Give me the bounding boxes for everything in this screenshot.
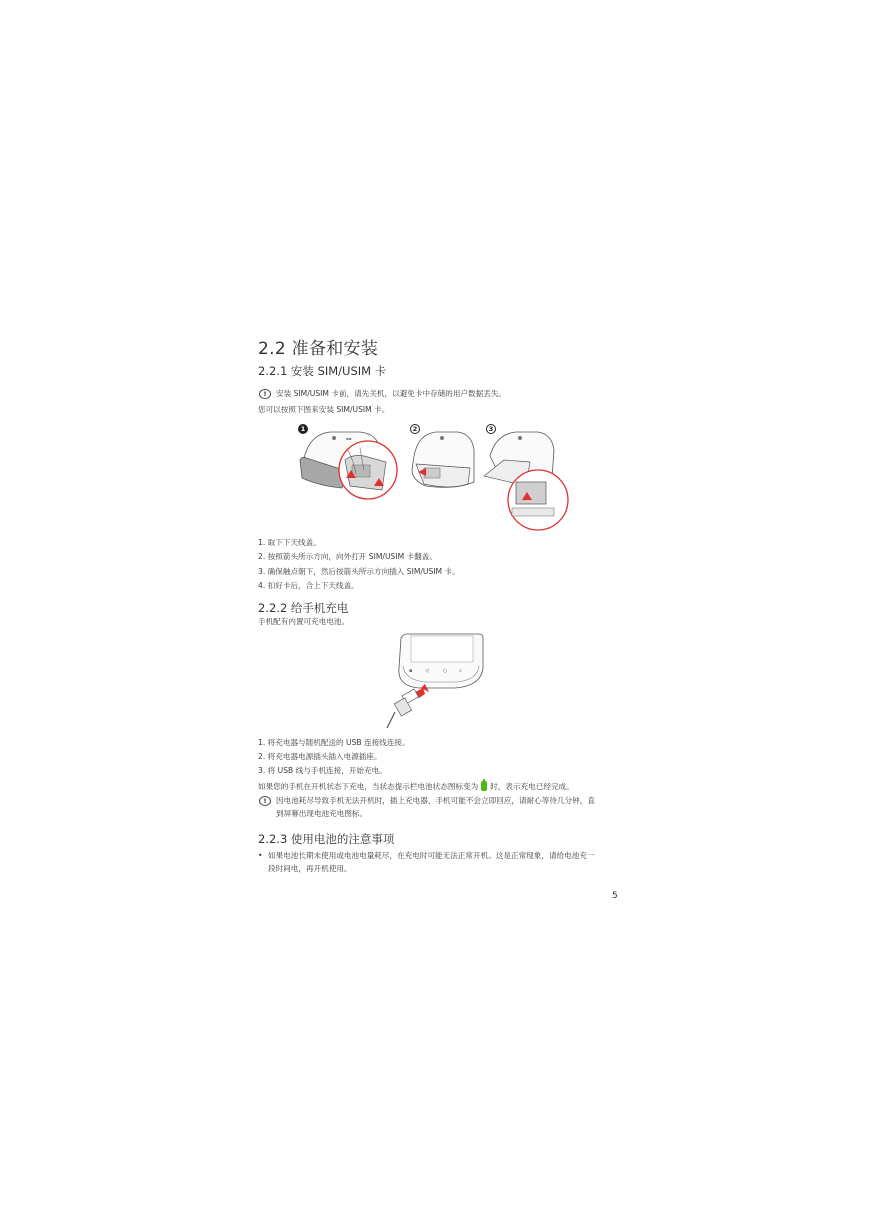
sim-install-illustration — [290, 420, 590, 535]
charge-note-line-2: 到屏幕出现电池充电图标。 — [276, 809, 368, 818]
phone-back-1 — [300, 432, 397, 499]
charge-note-line-1: 因电池耗尽导致手机无法开机时，插上充电器，手机可能不会立即回应，请耐心等待几分钟，直 — [276, 796, 595, 805]
battery-full-icon — [481, 781, 487, 791]
battery-item-line-2: 段时间电，再开机使用。 — [268, 864, 352, 873]
charge-intro: 手机配有内置可充电电池。 — [258, 617, 350, 626]
sim-intro: 您可以按照下图来安装 SIM/USIM 卡。 — [258, 405, 390, 414]
step-2-marker: 2 — [410, 424, 420, 434]
sim-step-2: 2. 按照箭头所示方向，向外打开 SIM/USIM 卡翻盖。 — [258, 552, 437, 561]
step-1-marker: 1 — [298, 424, 308, 434]
charge-status-line — [258, 781, 574, 792]
phone-back-drawings — [290, 420, 590, 535]
battery-item-line-1: 如果电池长期未使用或电池电量耗尽，在充电时可能无法正常开机。这是正常现象，请给电池充一 — [268, 851, 595, 860]
phone-back-2 — [412, 432, 474, 487]
svg-text:⌕: ⌕ — [459, 668, 462, 674]
sim-step-4: 4. 扣好卡后，合上下天线盖。 — [258, 581, 359, 590]
caution-icon: ! — [259, 796, 271, 806]
sim-step-1: 1. 取下下天线盖。 — [258, 538, 321, 547]
caution-icon: ! — [259, 389, 271, 399]
svg-text:▪: ▪ — [409, 668, 413, 674]
bullet-marker: • — [258, 851, 263, 860]
charge-step-3: 3. 将 USB 线与手机连接，开始充电。 — [258, 766, 387, 775]
section-title: 2.2 准备和安装 — [258, 339, 379, 359]
sim-step-3: 3. 确保触点朝下，然后按箭头所示方向插入 SIM/USIM 卡。 — [258, 567, 460, 576]
svg-text:○: ○ — [443, 668, 448, 674]
sim-note: 安装 SIM/USIM 卡前，请先关机，以避免卡中存储的用户数据丢失。 — [276, 389, 507, 398]
svg-text:◁: ◁ — [425, 668, 429, 674]
page-number: 5 — [612, 891, 618, 901]
charge-status-before: 如果您的手机在开机状态下充电，当状态提示栏电池状态图标变为 — [258, 782, 479, 791]
charge-step-1: 1. 将充电器与随机配送的 USB 连接线连接。 — [258, 738, 410, 747]
step-3-marker: 3 — [486, 424, 496, 434]
svg-text:▪▪: ▪▪ — [346, 436, 352, 441]
battery-heading: 2.2.3 使用电池的注意事项 — [258, 832, 395, 846]
phone-back-3 — [484, 432, 568, 530]
charging-illustration — [385, 632, 495, 730]
charge-heading: 2.2.2 给手机充电 — [258, 601, 349, 615]
charge-step-2: 2. 将充电器电源插头插入电源插座。 — [258, 752, 382, 761]
sim-heading: 2.2.1 安装 SIM/USIM 卡 — [258, 364, 387, 378]
charge-status-after: 时，表示充电已经完成。 — [490, 782, 574, 791]
